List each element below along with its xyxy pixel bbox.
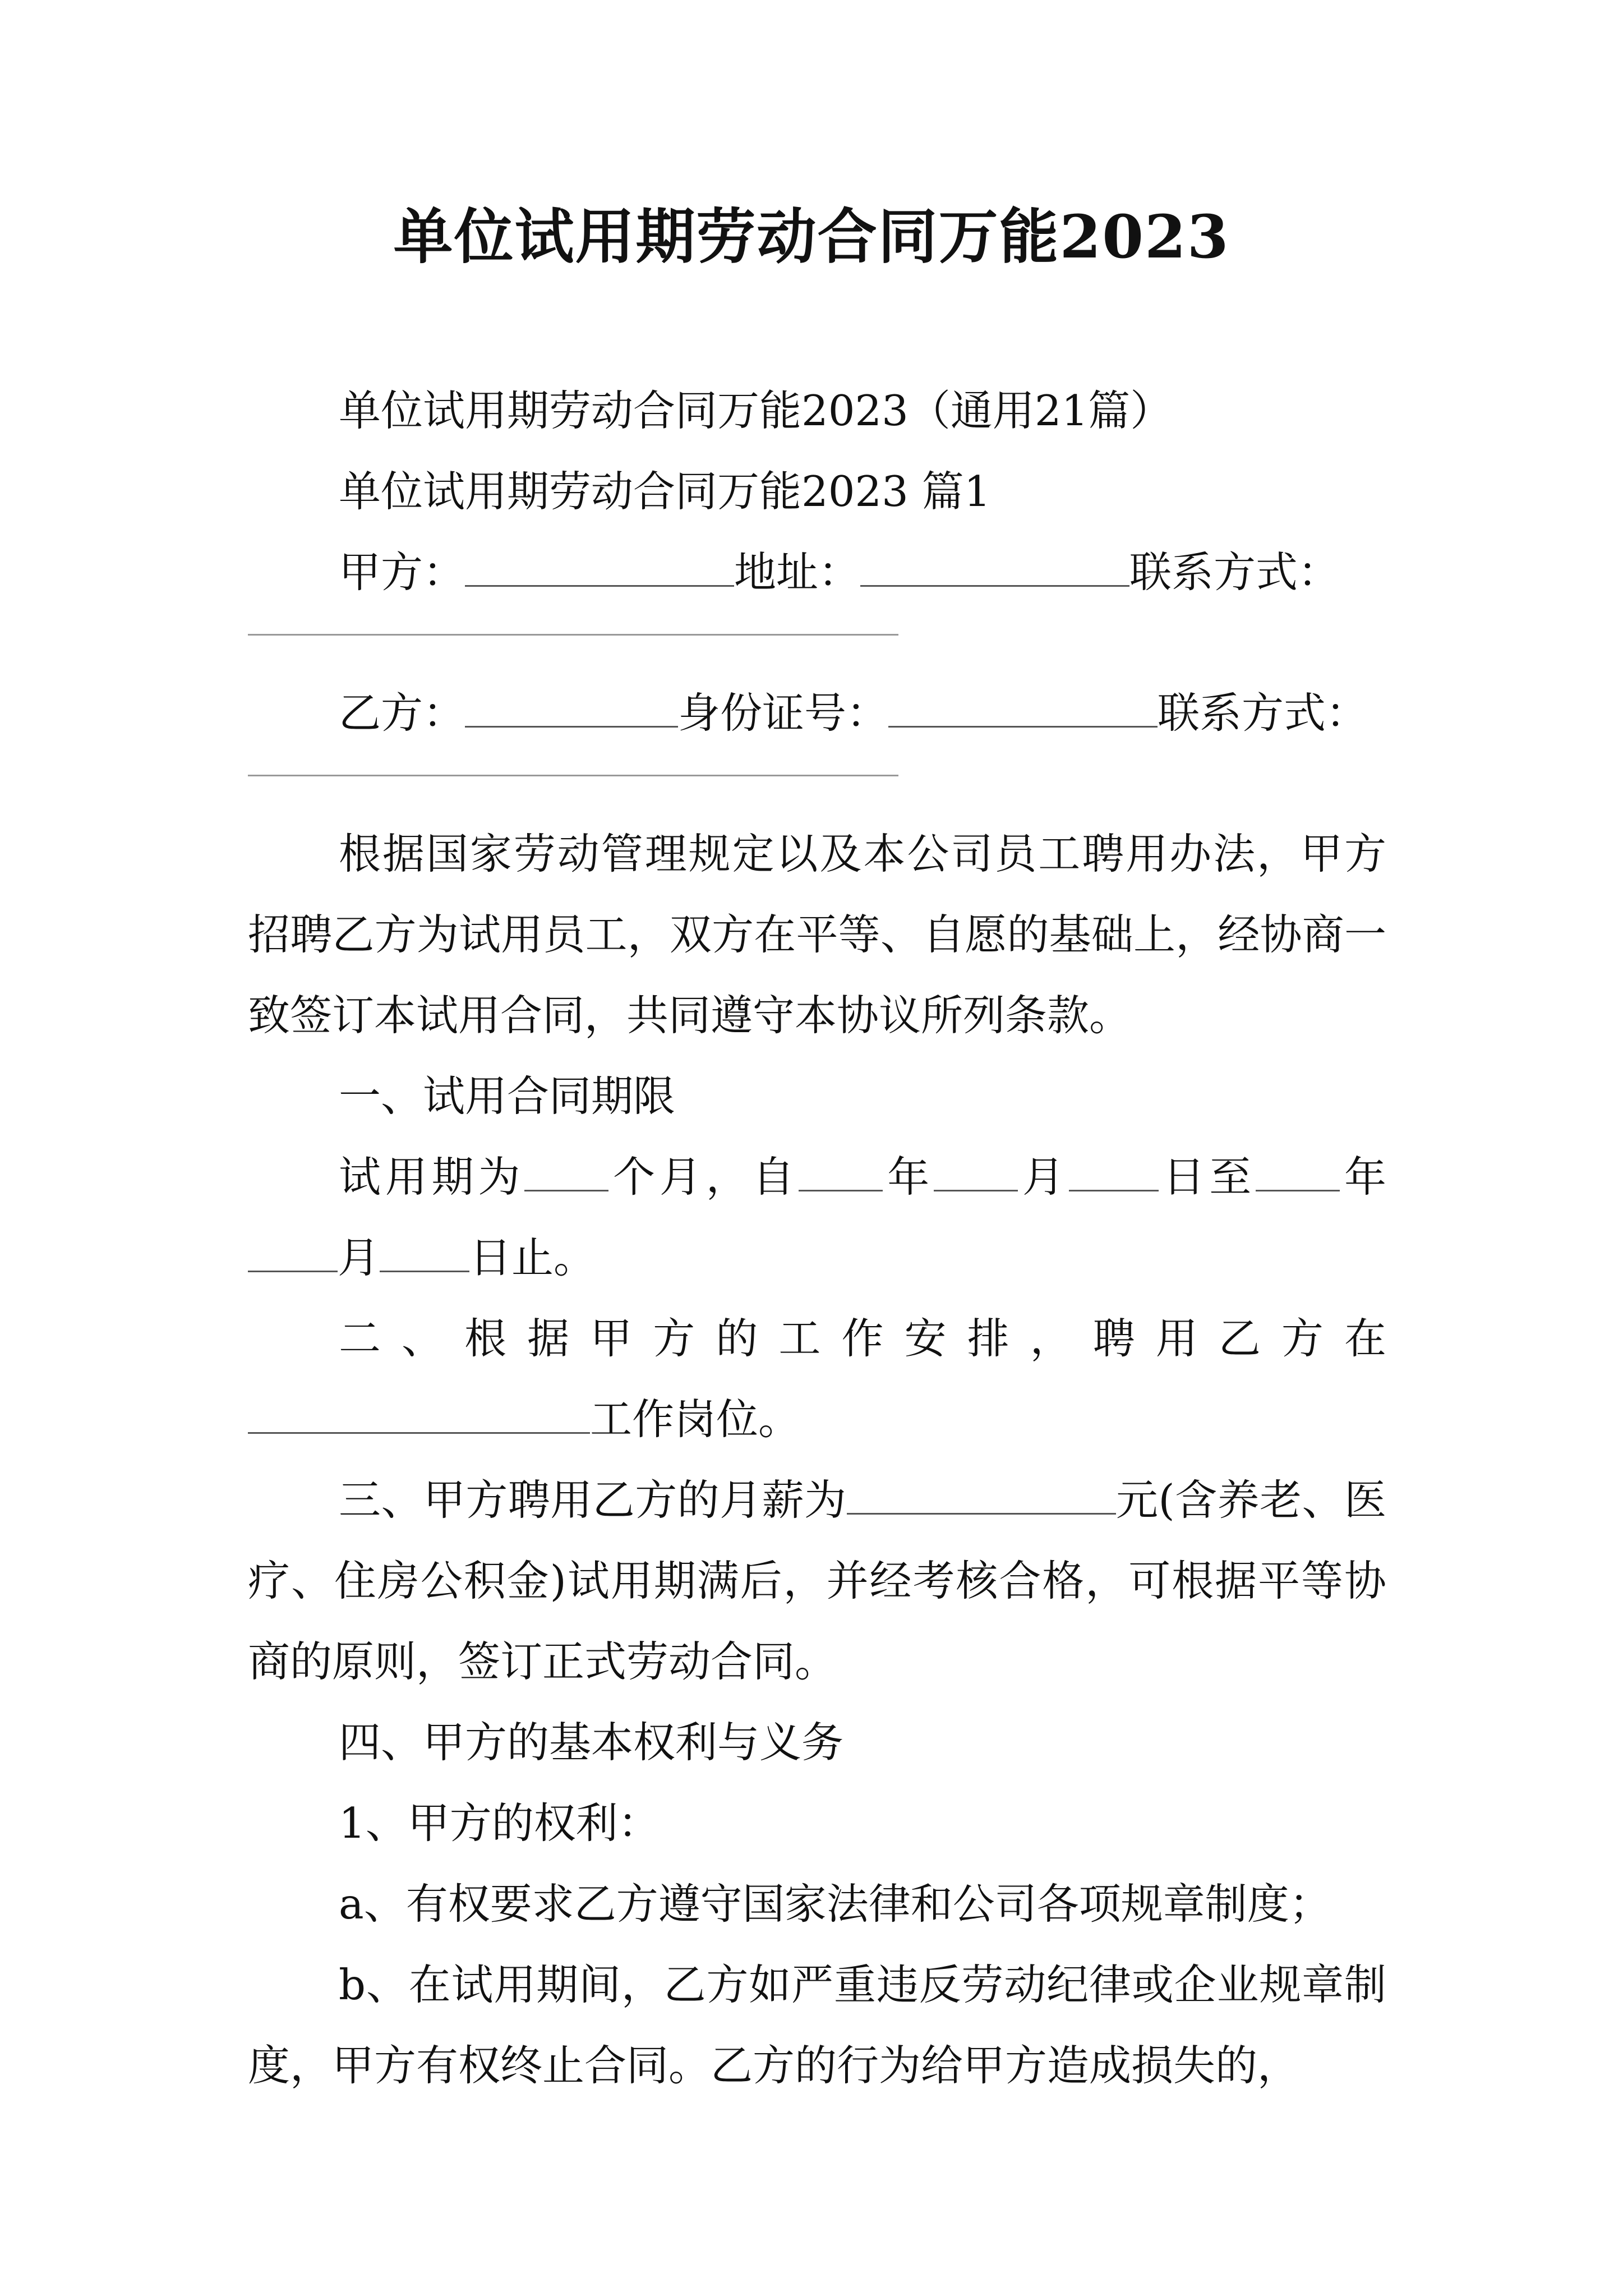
item-a: a、有权要求乙方遵守国家法律和公司各项规章制度； — [339, 1879, 1331, 1929]
start-month-blank — [934, 1156, 1018, 1192]
position-blank — [248, 1398, 590, 1434]
party-a-line — [248, 532, 1386, 613]
party-b-line — [248, 673, 1386, 753]
section-heading: 单位试用期劳动合同万能2023 篇1 — [339, 467, 991, 516]
clause1-text-1: 试用期为 — [339, 1152, 525, 1202]
clause1-text-8: 日止。 — [469, 1233, 596, 1282]
party-b-id-blank — [888, 692, 1158, 728]
start-year-blank — [799, 1156, 883, 1192]
clause1-paragraph — [248, 1137, 1386, 1298]
clause3-text-2: 元(含养老、医疗、住房公积金)试用期满后，并经考核合格，可根据平等协商的原则，签订正式劳动合同。 — [248, 1475, 1386, 1686]
intro-paragraph: 根据国家劳动管理规定以及本公司员工聘用办法，甲方招聘乙方为试用员工，双方在平等、自愿的基础上，经协商一致签订本试用合同，共同遵守本协议所列条款。 — [248, 829, 1386, 1040]
clause1-text-2: 个月，自 — [608, 1152, 799, 1202]
clause2-text-2: 工作岗位。 — [590, 1395, 801, 1444]
item-b: b、在试用期间，乙方如严重违反劳动纪律或企业规章制度，甲方有权终止合同。乙方的行为给甲方造成损失的， — [248, 1960, 1386, 2090]
party-a-address-blank — [860, 551, 1129, 587]
clause4-heading: 四、甲方的基本权利与义务 — [339, 1718, 844, 1767]
clause3-text-1: 三、甲方聘用乙方的月薪为 — [339, 1475, 847, 1525]
clause3-paragraph — [248, 1460, 1386, 1702]
clause1-text-4: 月 — [1018, 1152, 1069, 1202]
rights-heading: 1、甲方的权利： — [339, 1798, 660, 1848]
end-day-blank — [380, 1236, 469, 1273]
party-b-label: 乙方： — [339, 688, 465, 738]
clause1-text-6: 年 — [1340, 1152, 1386, 1202]
salary-blank — [847, 1479, 1116, 1515]
months-blank — [524, 1156, 608, 1192]
party-b-contact-label: 联系方式： — [1158, 688, 1368, 738]
party-b-contact-blank — [248, 775, 898, 776]
party-b-id-label: 身份证号： — [678, 688, 889, 738]
document-body — [248, 370, 1386, 2106]
clause2-text-1: 二、根据甲方的工作安排，聘用乙方在 — [339, 1314, 1386, 1363]
party-a-address-label: 地址： — [734, 547, 861, 597]
party-a-label: 甲方： — [339, 547, 465, 597]
clause1-text-7: 月 — [338, 1233, 380, 1282]
clause1-text-3: 年 — [883, 1152, 934, 1202]
party-b-blank — [465, 692, 678, 728]
subtitle-line: 单位试用期劳动合同万能2023（通用21篇） — [339, 386, 1173, 435]
end-month-blank — [248, 1236, 338, 1273]
clause2-paragraph — [248, 1298, 1386, 1460]
party-a-contact-label: 联系方式： — [1129, 547, 1340, 597]
clause1-heading: 一、试用合同期限 — [339, 1071, 676, 1121]
clause1-text-5: 日至 — [1158, 1152, 1256, 1202]
end-year-blank — [1256, 1156, 1340, 1192]
party-a-contact-blank — [248, 634, 898, 636]
party-a-blank — [465, 551, 734, 587]
document-title: 单位试用期劳动合同万能2023 — [393, 201, 1230, 272]
start-day-blank — [1069, 1156, 1159, 1192]
